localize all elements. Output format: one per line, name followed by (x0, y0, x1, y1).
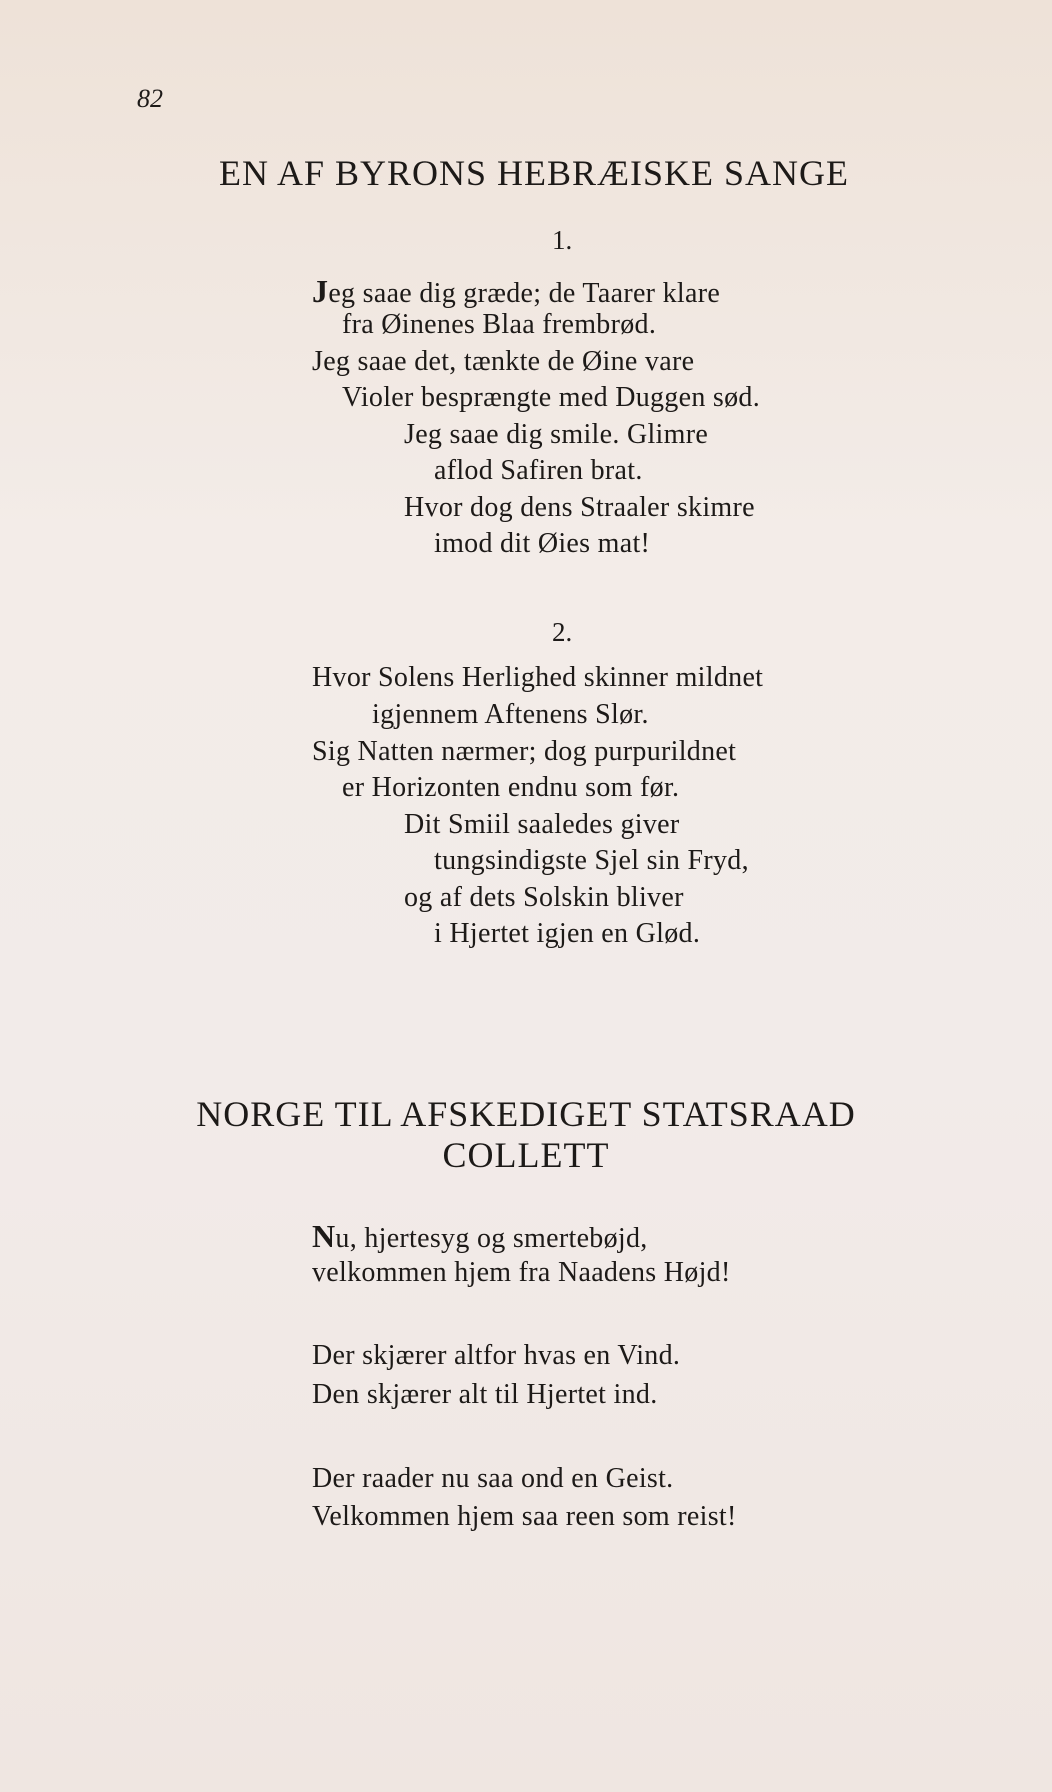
poem1-s2-line3: Sig Natten nærmer; dog purpurildnet (312, 736, 737, 767)
poem1-s1-line7: Hvor dog dens Straaler skimre (404, 492, 755, 523)
poem2-line4: Den skjærer alt til Hjertet ind. (312, 1379, 658, 1410)
poem2-line6: Velkommen hjem saa reen som reist! (312, 1501, 737, 1532)
poem2-line1 (312, 1218, 648, 1255)
poem1-s2-line6: tungsindigste Sjel sin Fryd, (434, 845, 749, 876)
poem1-s2-line7: og af dets Solskin bliver (404, 882, 684, 913)
poem1-s1-line5: Jeg saae dig smile. Glimre (404, 419, 709, 450)
poem1-s1-line2: fra Øinenes Blaa frembrød. (342, 309, 657, 340)
poem1-s1-line1 (312, 273, 720, 310)
poem1-s1-line8: imod dit Øies mat! (434, 528, 651, 559)
poem2-title-line2: COLLETT (442, 1135, 610, 1175)
poem1-s1-line4: Violer besprængte med Duggen sød. (342, 382, 761, 413)
poem1-s2-line8: i Hjertet igjen en Glød. (434, 918, 701, 949)
poem1-title: EN AF BYRONS HEBRÆISKE SANGE (218, 153, 850, 193)
poem2-title-line1: NORGE TIL AFSKEDIGET STATSRAAD (196, 1094, 856, 1134)
stanza2-number: 2. (552, 617, 573, 647)
poem2-line5: Der raader nu saa ond en Geist. (312, 1463, 674, 1494)
poem2-line2: velkommen hjem fra Naadens Højd! (312, 1257, 731, 1288)
drop-cap: N (312, 1218, 336, 1254)
poem1-s1-line3: Jeg saae det, tænkte de Øine vare (312, 346, 695, 377)
page-number: 82 (137, 84, 163, 113)
poem1-s2-line2: igjennem Aftenens Slør. (372, 699, 649, 730)
drop-cap: J (312, 273, 329, 309)
poem2-line3: Der skjærer altfor hvas en Vind. (312, 1340, 681, 1371)
poem1-s2-line5: Dit Smiil saaledes giver (404, 809, 680, 840)
stanza1-number: 1. (552, 225, 573, 255)
poem1-s2-line1: Hvor Solens Herlighed skinner mildnet (312, 662, 764, 693)
line-text: eg saae dig græde; de Taarer klare (328, 278, 721, 309)
poem1-s2-line4: er Horizonten endnu som før. (342, 772, 680, 803)
line-text: u, hjertesyg og smertebøjd, (335, 1223, 648, 1254)
poem1-s1-line6: aflod Safiren brat. (434, 455, 643, 486)
